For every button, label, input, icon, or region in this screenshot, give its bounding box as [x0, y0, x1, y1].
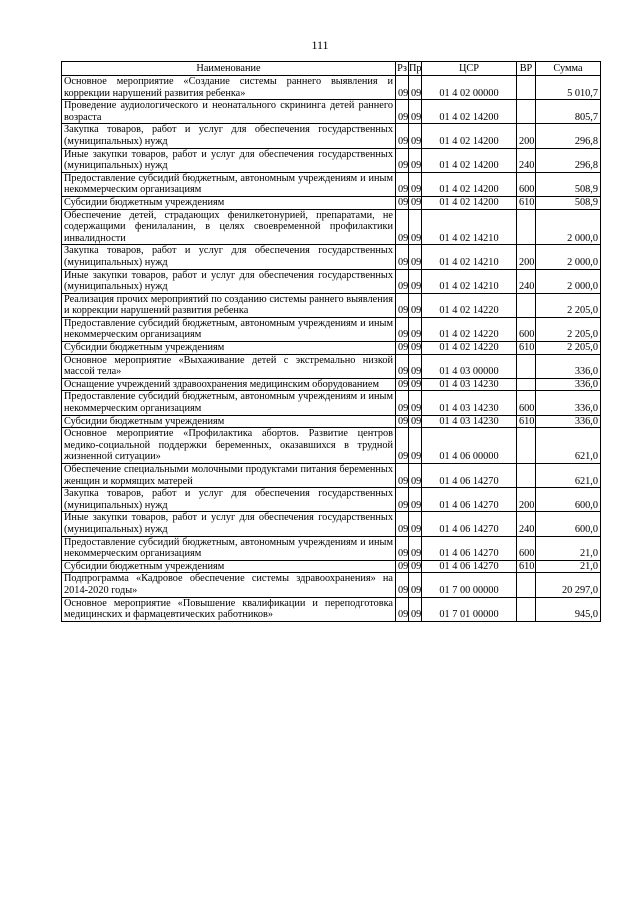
cell-pr: 09	[409, 354, 422, 378]
cell-csr: 01 4 06 14270	[422, 512, 517, 536]
page-number: 111	[311, 38, 329, 52]
cell-rz: 09	[396, 124, 409, 148]
table-row	[62, 245, 601, 269]
cell-rz: 09	[396, 209, 409, 245]
cell-vr: 200	[517, 488, 536, 512]
cell-csr: 01 4 06 14270	[422, 536, 517, 560]
table-row	[62, 378, 601, 391]
table-row	[62, 536, 601, 560]
header-rz: Рз	[397, 62, 407, 74]
cell-vr: 600	[517, 317, 536, 341]
cell-vr: 600	[517, 536, 536, 560]
cell-pr: 09	[409, 464, 422, 488]
cell-sum: 621,0	[536, 428, 601, 464]
cell-name: Подпрограмма «Кадровое обеспечение системы здравоохранения» на 2014-2020 годы»	[62, 573, 396, 597]
cell-sum: 600,0	[536, 488, 601, 512]
cell-sum: 2 205,0	[536, 293, 601, 317]
cell-csr: 01 4 06 14270	[422, 560, 517, 573]
cell-pr: 09	[409, 293, 422, 317]
table-row	[62, 597, 601, 621]
cell-vr	[517, 464, 536, 488]
cell-name: Предоставление субсидий бюджетным, автономным учреждениям и иным некоммерческим организациям	[62, 172, 396, 196]
table-row	[62, 100, 601, 124]
cell-sum: 336,0	[536, 391, 601, 415]
cell-pr: 09	[409, 391, 422, 415]
cell-sum: 2 000,0	[536, 245, 601, 269]
cell-vr	[517, 293, 536, 317]
cell-name: Предоставление субсидий бюджетным, автономным учреждениям и иным некоммерческим организациям	[62, 391, 396, 415]
cell-csr: 01 4 02 14200	[422, 100, 517, 124]
table-row	[62, 76, 601, 100]
cell-csr: 01 7 00 00000	[422, 573, 517, 597]
cell-sum: 296,8	[536, 148, 601, 172]
cell-csr: 01 4 03 00000	[422, 354, 517, 378]
cell-pr: 09	[409, 428, 422, 464]
cell-sum: 2 000,0	[536, 209, 601, 245]
table-row	[62, 293, 601, 317]
cell-vr: 240	[517, 512, 536, 536]
cell-csr: 01 4 02 14210	[422, 245, 517, 269]
cell-csr: 01 4 02 00000	[422, 76, 517, 100]
cell-sum: 805,7	[536, 100, 601, 124]
cell-name: Основное мероприятие «Создание системы раннего выявления и коррекции нарушений развития ребенка»	[62, 76, 396, 100]
cell-vr: 240	[517, 269, 536, 293]
cell-vr	[517, 100, 536, 124]
cell-pr: 09	[409, 317, 422, 341]
cell-sum: 945,0	[536, 597, 601, 621]
cell-csr: 01 4 06 00000	[422, 428, 517, 464]
cell-rz: 09	[396, 100, 409, 124]
cell-vr	[517, 597, 536, 621]
cell-name: Закупка товаров, работ и услуг для обеспечения государственных (муниципальных) нужд	[62, 124, 396, 148]
cell-name: Предоставление субсидий бюджетным, автономным учреждениям и иным некоммерческим организациям	[62, 536, 396, 560]
table-row	[62, 317, 601, 341]
cell-csr: 01 4 02 14200	[422, 196, 517, 209]
table-header-row	[62, 62, 601, 76]
cell-name: Реализация прочих мероприятий по созданию системы раннего выявления и коррекции нарушений развития ребенка	[62, 293, 396, 317]
cell-sum: 2 205,0	[536, 317, 601, 341]
cell-vr: 200	[517, 245, 536, 269]
cell-sum: 600,0	[536, 512, 601, 536]
cell-rz: 09	[396, 245, 409, 269]
cell-pr: 09	[409, 209, 422, 245]
cell-rz: 09	[396, 196, 409, 209]
cell-rz: 09	[396, 317, 409, 341]
cell-csr: 01 4 06 14270	[422, 488, 517, 512]
cell-rz: 09	[396, 560, 409, 573]
cell-pr: 09	[409, 148, 422, 172]
cell-name: Основное мероприятие «Профилактика абортов. Развитие центров медико-социальной поддержки беременных, оказавшихся в трудной жизненной ситуации»	[62, 428, 396, 464]
cell-rz: 09	[396, 172, 409, 196]
cell-name: Обеспечение детей, страдающих фенилкетонурией, препаратами, не содержащими фенилаланин, в целях своевременной профилактики инвалидности	[62, 209, 396, 245]
cell-sum: 21,0	[536, 536, 601, 560]
cell-vr: 610	[517, 560, 536, 573]
cell-csr: 01 4 02 14200	[422, 124, 517, 148]
cell-rz: 09	[396, 391, 409, 415]
cell-rz: 09	[396, 76, 409, 100]
cell-pr: 09	[409, 172, 422, 196]
cell-csr: 01 4 03 14230	[422, 415, 517, 428]
header-sum: Сумма	[536, 62, 601, 76]
cell-name: Субсидии бюджетным учреждениям	[62, 342, 396, 355]
cell-rz: 09	[396, 354, 409, 378]
cell-vr: 600	[517, 172, 536, 196]
table-row	[62, 428, 601, 464]
cell-vr	[517, 76, 536, 100]
cell-rz: 09	[396, 573, 409, 597]
cell-pr: 09	[409, 536, 422, 560]
cell-name: Обеспечение специальными молочными продуктами питания беременных женщин и кормящих матерей	[62, 464, 396, 488]
cell-pr: 09	[409, 342, 422, 355]
cell-sum: 508,9	[536, 196, 601, 209]
cell-pr: 09	[409, 196, 422, 209]
cell-vr: 240	[517, 148, 536, 172]
cell-rz: 09	[396, 342, 409, 355]
table-row	[62, 415, 601, 428]
cell-name: Закупка товаров, работ и услуг для обеспечения государственных (муниципальных) нужд	[62, 245, 396, 269]
cell-name: Закупка товаров, работ и услуг для обеспечения государственных (муниципальных) нужд	[62, 488, 396, 512]
cell-pr: 09	[409, 415, 422, 428]
table-row	[62, 560, 601, 573]
cell-pr: 09	[409, 269, 422, 293]
cell-vr: 610	[517, 415, 536, 428]
cell-rz: 09	[396, 148, 409, 172]
cell-pr: 09	[409, 597, 422, 621]
cell-vr	[517, 378, 536, 391]
cell-vr: 610	[517, 196, 536, 209]
header-name: Наименование	[62, 62, 396, 76]
cell-rz: 09	[396, 536, 409, 560]
cell-sum: 5 010,7	[536, 76, 601, 100]
cell-csr: 01 4 06 14270	[422, 464, 517, 488]
cell-rz: 09	[396, 597, 409, 621]
cell-rz: 09	[396, 428, 409, 464]
cell-pr: 09	[409, 245, 422, 269]
cell-csr: 01 4 02 14220	[422, 342, 517, 355]
cell-pr: 09	[409, 100, 422, 124]
cell-csr: 01 7 01 00000	[422, 597, 517, 621]
cell-sum: 2 000,0	[536, 269, 601, 293]
cell-rz: 09	[396, 269, 409, 293]
cell-pr: 09	[409, 488, 422, 512]
cell-pr: 09	[409, 560, 422, 573]
cell-sum: 336,0	[536, 378, 601, 391]
table-row	[62, 172, 601, 196]
cell-csr: 01 4 03 14230	[422, 378, 517, 391]
cell-rz: 09	[396, 512, 409, 536]
table-row	[62, 488, 601, 512]
cell-pr: 09	[409, 378, 422, 391]
cell-vr: 600	[517, 391, 536, 415]
cell-name: Предоставление субсидий бюджетным, автономным учреждениям и иным некоммерческим организациям	[62, 317, 396, 341]
cell-rz: 09	[396, 464, 409, 488]
table-row	[62, 342, 601, 355]
table-row	[62, 269, 601, 293]
cell-csr: 01 4 02 14220	[422, 317, 517, 341]
cell-name: Субсидии бюджетным учреждениям	[62, 415, 396, 428]
header-csr: ЦСР	[422, 62, 517, 76]
cell-csr: 01 4 03 14230	[422, 391, 517, 415]
table-body	[62, 76, 601, 622]
cell-name: Субсидии бюджетным учреждениям	[62, 196, 396, 209]
cell-name: Иные закупки товаров, работ и услуг для обеспечения государственных (муниципальных) нужд	[62, 269, 396, 293]
cell-csr: 01 4 02 14200	[422, 172, 517, 196]
cell-vr	[517, 209, 536, 245]
cell-vr	[517, 428, 536, 464]
cell-csr: 01 4 02 14220	[422, 293, 517, 317]
cell-vr	[517, 354, 536, 378]
cell-sum: 21,0	[536, 560, 601, 573]
cell-sum: 508,9	[536, 172, 601, 196]
table-row	[62, 148, 601, 172]
table-row	[62, 464, 601, 488]
cell-sum: 2 205,0	[536, 342, 601, 355]
cell-sum: 20 297,0	[536, 573, 601, 597]
cell-pr: 09	[409, 124, 422, 148]
header-vr: ВР	[517, 62, 536, 76]
cell-csr: 01 4 02 14210	[422, 269, 517, 293]
cell-rz: 09	[396, 378, 409, 391]
table-row	[62, 512, 601, 536]
cell-sum: 336,0	[536, 354, 601, 378]
cell-name: Субсидии бюджетным учреждениям	[62, 560, 396, 573]
cell-csr: 01 4 02 14210	[422, 209, 517, 245]
header-pr: Пр	[409, 62, 422, 74]
cell-name: Проведение аудиологического и неонатального скрининга детей раннего возраста	[62, 100, 396, 124]
budget-table	[61, 61, 601, 622]
cell-name: Основное мероприятие «Выхаживание детей с экстремально низкой массой тела»	[62, 354, 396, 378]
table-row	[62, 124, 601, 148]
cell-rz: 09	[396, 488, 409, 512]
cell-name: Иные закупки товаров, работ и услуг для обеспечения государственных (муниципальных) нужд	[62, 512, 396, 536]
cell-name: Оснащение учреждений здравоохранения медицинским оборудованием	[62, 378, 396, 391]
cell-sum: 296,8	[536, 124, 601, 148]
cell-name: Иные закупки товаров, работ и услуг для обеспечения государственных (муниципальных) нужд	[62, 148, 396, 172]
table-row	[62, 209, 601, 245]
cell-sum: 336,0	[536, 415, 601, 428]
cell-vr: 610	[517, 342, 536, 355]
table-row	[62, 391, 601, 415]
table-row	[62, 354, 601, 378]
cell-pr: 09	[409, 512, 422, 536]
table-row	[62, 573, 601, 597]
cell-pr: 09	[409, 76, 422, 100]
cell-sum: 621,0	[536, 464, 601, 488]
cell-name: Основное мероприятие «Повышение квалификации и переподготовка медицинских и фармацевтических работников»	[62, 597, 396, 621]
table-row	[62, 196, 601, 209]
cell-rz: 09	[396, 415, 409, 428]
cell-csr: 01 4 02 14200	[422, 148, 517, 172]
cell-rz: 09	[396, 293, 409, 317]
cell-vr: 200	[517, 124, 536, 148]
cell-pr: 09	[409, 573, 422, 597]
cell-vr	[517, 573, 536, 597]
